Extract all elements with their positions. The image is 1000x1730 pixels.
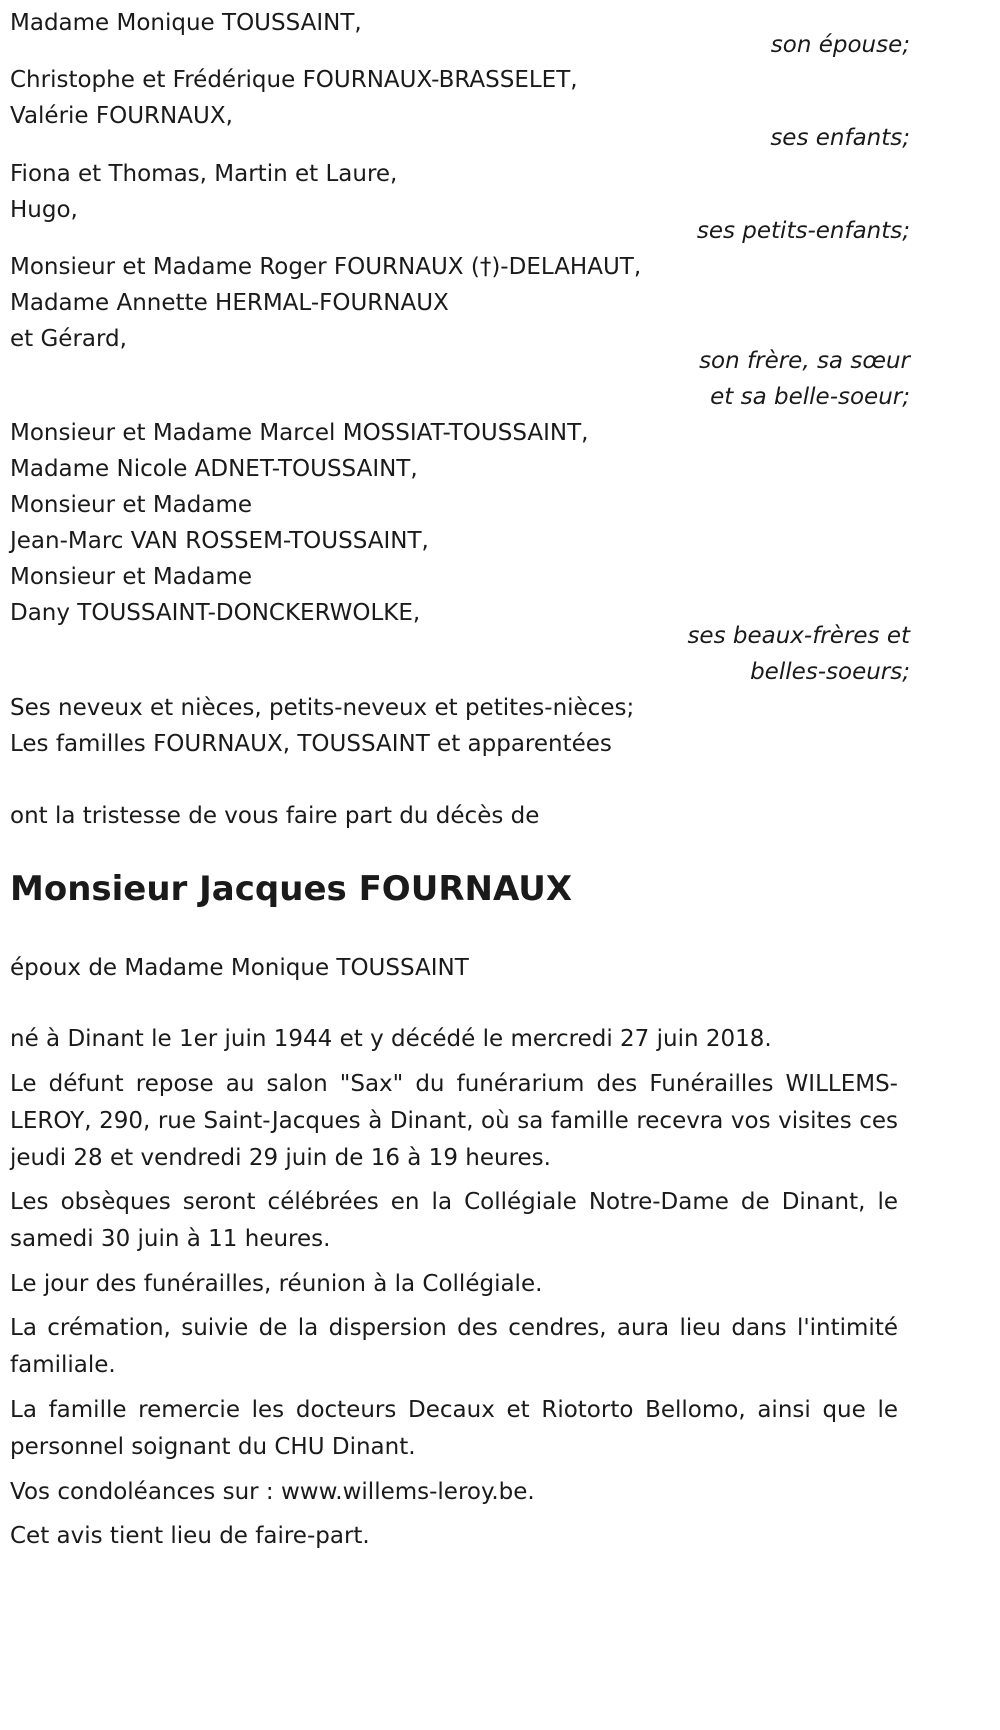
family-inlaws-relation-2: belles-soeurs;: [750, 659, 910, 685]
family-children-line-1: Christophe et Frédérique FOURNAUX-BRASSELET,: [10, 67, 578, 93]
deceased-name: Monsieur Jacques FOURNAUX: [10, 869, 573, 909]
family-others-line-1: Ses neveux et nièces, petits-neveux et petites-nièces;: [10, 695, 635, 721]
family-inlaws-line-5: Monsieur et Madame: [10, 564, 253, 590]
family-inlaws-line-1: Monsieur et Madame Marcel MOSSIAT-TOUSSAINT,: [10, 420, 589, 446]
paragraph-cremation: La crémation, suivie de la dispersion des cendres, aura lieu dans l'intimité familiale.: [10, 1315, 898, 1378]
paragraph-meeting: Le jour des funérailles, réunion à la Collégiale.: [10, 1271, 543, 1297]
paragraph-notice: Cet avis tient lieu de faire-part.: [10, 1523, 370, 1549]
family-siblings-line-2: Madame Annette HERMAL-FOURNAUX: [10, 290, 449, 316]
family-children-line-2: Valérie FOURNAUX,: [10, 103, 233, 129]
family-inlaws-relation-1: ses beaux-frères et: [687, 623, 910, 649]
family-others-line-2: Les familles FOURNAUX, TOUSSAINT et apparentées: [10, 731, 612, 757]
family-spouse-line: Madame Monique TOUSSAINT,: [10, 10, 362, 36]
family-siblings-line-1: Monsieur et Madame Roger FOURNAUX (†)-DELAHAUT,: [10, 254, 642, 280]
family-siblings-relation-1: son frère, sa sœur: [699, 348, 910, 374]
deceased-spouse: époux de Madame Monique TOUSSAINT: [10, 955, 469, 981]
family-inlaws-line-3: Monsieur et Madame: [10, 492, 253, 518]
paragraph-birth-death: né à Dinant le 1er juin 1944 et y décédé le mercredi 27 juin 2018.: [10, 1026, 772, 1052]
family-grandchildren-relation: ses petits-enfants;: [696, 218, 910, 244]
family-inlaws-line-2: Madame Nicole ADNET-TOUSSAINT,: [10, 456, 418, 482]
paragraph-condolences: Vos condoléances sur : www.willems-leroy.be.: [10, 1479, 535, 1505]
family-spouse-relation: son épouse;: [770, 32, 910, 58]
paragraph-funeral-service: Les obsèques seront célébrées en la Collégiale Notre-Dame de Dinant, le samedi 30 juin à 11 heures.: [10, 1189, 898, 1252]
family-grandchildren-line-2: Hugo,: [10, 197, 78, 223]
family-inlaws-line-4: Jean-Marc VAN ROSSEM-TOUSSAINT,: [10, 528, 429, 554]
announcement-text: ont la tristesse de vous faire part du décès de: [10, 803, 540, 829]
paragraph-thanks: La famille remercie les docteurs Decaux et Riotorto Bellomo, ainsi que le personnel soignant du CHU Dinant.: [10, 1397, 898, 1460]
family-children-relation: ses enfants;: [770, 125, 910, 151]
family-siblings-relation-2: et sa belle-soeur;: [710, 384, 910, 410]
paragraph-funerarium: Le défunt repose au salon "Sax" du funérarium des Funérailles WILLEMS-LEROY, 290, rue Saint-Jacques à Dinant, où sa famille recevra vos visites ces jeudi 28 et vendredi 29 juin de 16 à 19 heures.: [10, 1071, 898, 1171]
family-inlaws-line-6: Dany TOUSSAINT-DONCKERWOLKE,: [10, 600, 421, 626]
family-grandchildren-line-1: Fiona et Thomas, Martin et Laure,: [10, 161, 398, 187]
family-siblings-line-3: et Gérard,: [10, 326, 127, 352]
